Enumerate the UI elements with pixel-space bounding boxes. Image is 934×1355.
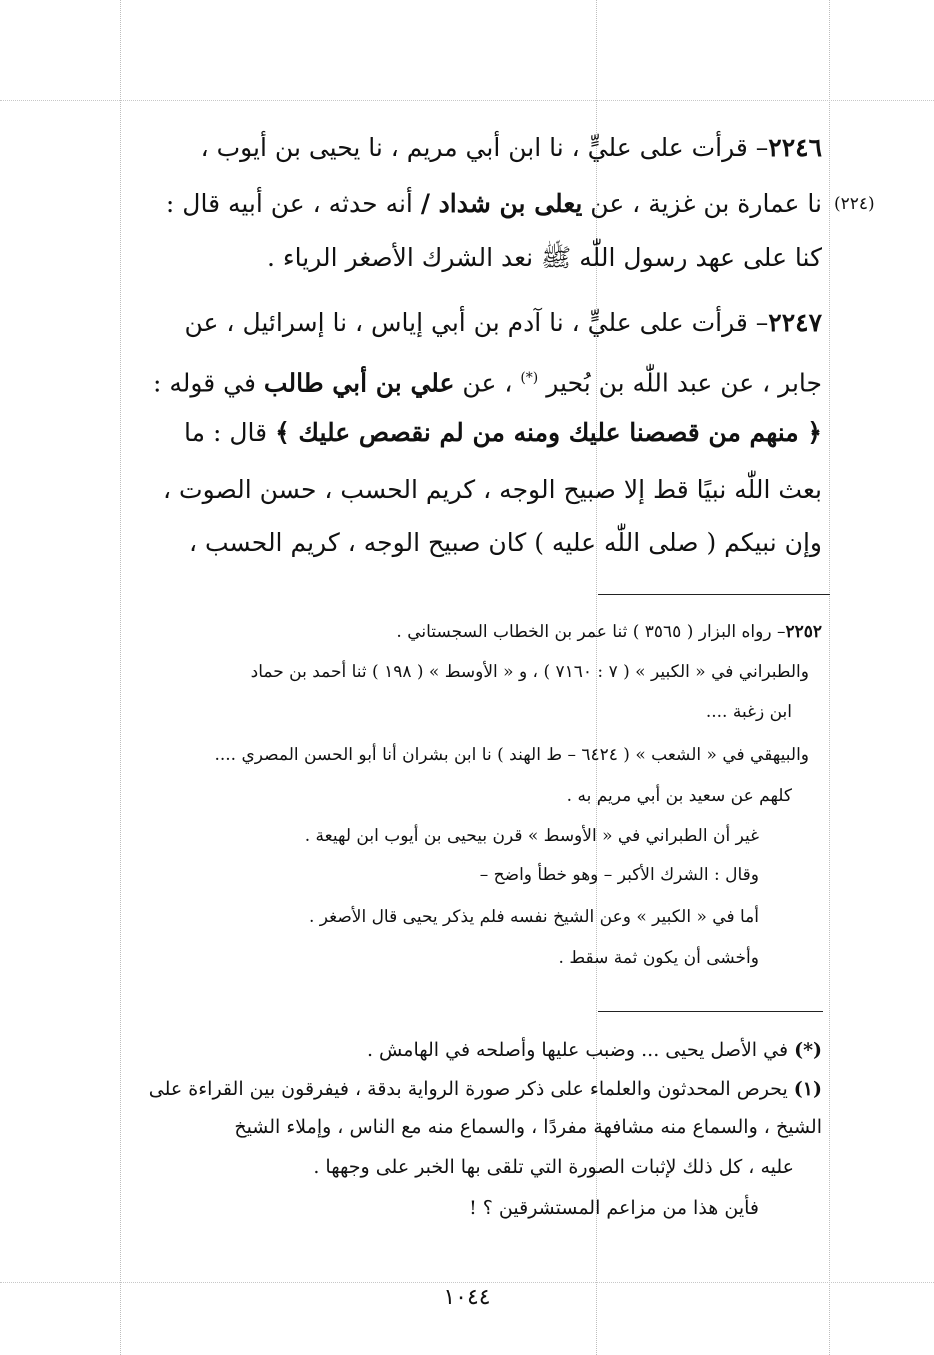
takhrij-line-1: ٢٢٥٢– رواه البزار ( ٣٥٦٥ ) ثنا عمر بن الخطاب السجستاني . bbox=[396, 622, 822, 642]
guide-line bbox=[0, 1282, 934, 1283]
note-one-line-1: (١) يحرص المحدثون والعلماء على ذكر صورة الرواية بدقة ، فيفرقون بين القراءة على bbox=[148, 1078, 822, 1100]
note-one-line-4: فأين هذا من مزاعم المستشرقين ؟ ! bbox=[469, 1197, 759, 1219]
takhrij-line-2: والطبراني في « الكبير » ( ٧ : ٧١٦٠ ) ، و « الأوسط » ( ١٩٨ ) ثنا أحمد بن حماد bbox=[250, 662, 809, 682]
note-one-line-3: عليه ، كل ذلك لإثبات الصورة التي تلقى بها الخبر على وجهها . bbox=[313, 1156, 794, 1178]
margin-reference: (٢٢٤) bbox=[834, 194, 875, 214]
footnote-marker: (*) bbox=[794, 1039, 822, 1061]
footnote-marker: (*) bbox=[520, 370, 539, 386]
page-number: ١٠٤٤ bbox=[443, 1285, 491, 1310]
separator-rule bbox=[598, 1011, 823, 1012]
takhrij-line-9: وأخشى أن يكون ثمة سقط . bbox=[558, 948, 759, 968]
takhrij-line-3: ابن زغبة .... bbox=[705, 702, 792, 722]
hadith-number: ٢٢٤٧ bbox=[768, 308, 822, 337]
separator-rule bbox=[598, 594, 830, 595]
footnote-marker: (١) bbox=[793, 1078, 822, 1100]
hadith-2247-line-1: ٢٢٤٧– قرأت على عليٍّ ، نا آدم بن أبي إياس ، نا إسرائيل ، عن bbox=[184, 308, 822, 337]
hadith-2247-line-3: ﴿ منهم من قصصنا عليك ومنه من لم نقصص عليك ﴾ قال : ما bbox=[184, 418, 822, 447]
hadith-2246-line-2: نا عمارة بن غزية ، عن يعلى بن شداد / أنه حدثه ، عن أبيه قال : bbox=[165, 189, 822, 218]
hadith-2247-line-4: بعث اللّٰه نبيًا قط إلا صبيح الوجه ، كريم الحسب ، حسن الصوت ، bbox=[163, 475, 822, 504]
takhrij-line-5: كلهم عن سعيد بن أبي مريم به . bbox=[566, 786, 792, 806]
note-one-line-2: الشيخ ، والسماع منه مشافهة مفردًا ، والسماع منه مع الناس ، وإملاء الشيخ bbox=[234, 1116, 822, 1138]
takhrij-line-7: وقال : الشرك الأكبر – وهو خطأ واضح – bbox=[479, 865, 759, 885]
takhrij-line-6: غير أن الطبراني في « الأوسط » قرن بيحيى بن أيوب ابن لهيعة . bbox=[304, 826, 759, 846]
note-star: (*) في الأصل يحيى ... وضبب عليها وأصلحه في الهامش . bbox=[366, 1039, 822, 1061]
hadith-2246-line-3: كنا على عهد رسول اللّٰه ﷺ نعد الشرك الأصغر الرياء . bbox=[267, 243, 822, 272]
hadith-2247-line-2: جابر ، عن عبد اللّٰه بن بُحير (*) ، عن علي بن أبي طالب في قوله : bbox=[152, 368, 822, 398]
hadith-number: ٢٢٥٢ bbox=[785, 622, 822, 642]
quran-verse: ﴿ منهم من قصصنا عليك ومنه من لم نقصص عليك ﴾ bbox=[275, 418, 822, 447]
takhrij-line-8: أما في « الكبير » وعن الشيخ نفسه فلم يذكر يحيى قال الأصغر . bbox=[308, 907, 759, 927]
takhrij-line-4: والبيهقي في « الشعب » ( ٦٤٢٤ – ط الهند ) نا ابن بشران أنا أبو الحسن المصري .... bbox=[214, 745, 809, 765]
hadith-2246-line-1: ٢٢٤٦– قرأت على عليٍّ ، نا ابن أبي مريم ، نا يحيى بن أيوب ، bbox=[200, 133, 822, 162]
hadith-number: ٢٢٤٦ bbox=[768, 133, 822, 162]
guide-line bbox=[829, 0, 830, 1355]
hadith-2247-line-5: وإن نبيكم ( صلى اللّٰه عليه ) كان صبيح الوجه ، كريم الحسب ، bbox=[188, 528, 822, 557]
guide-line bbox=[0, 100, 934, 101]
